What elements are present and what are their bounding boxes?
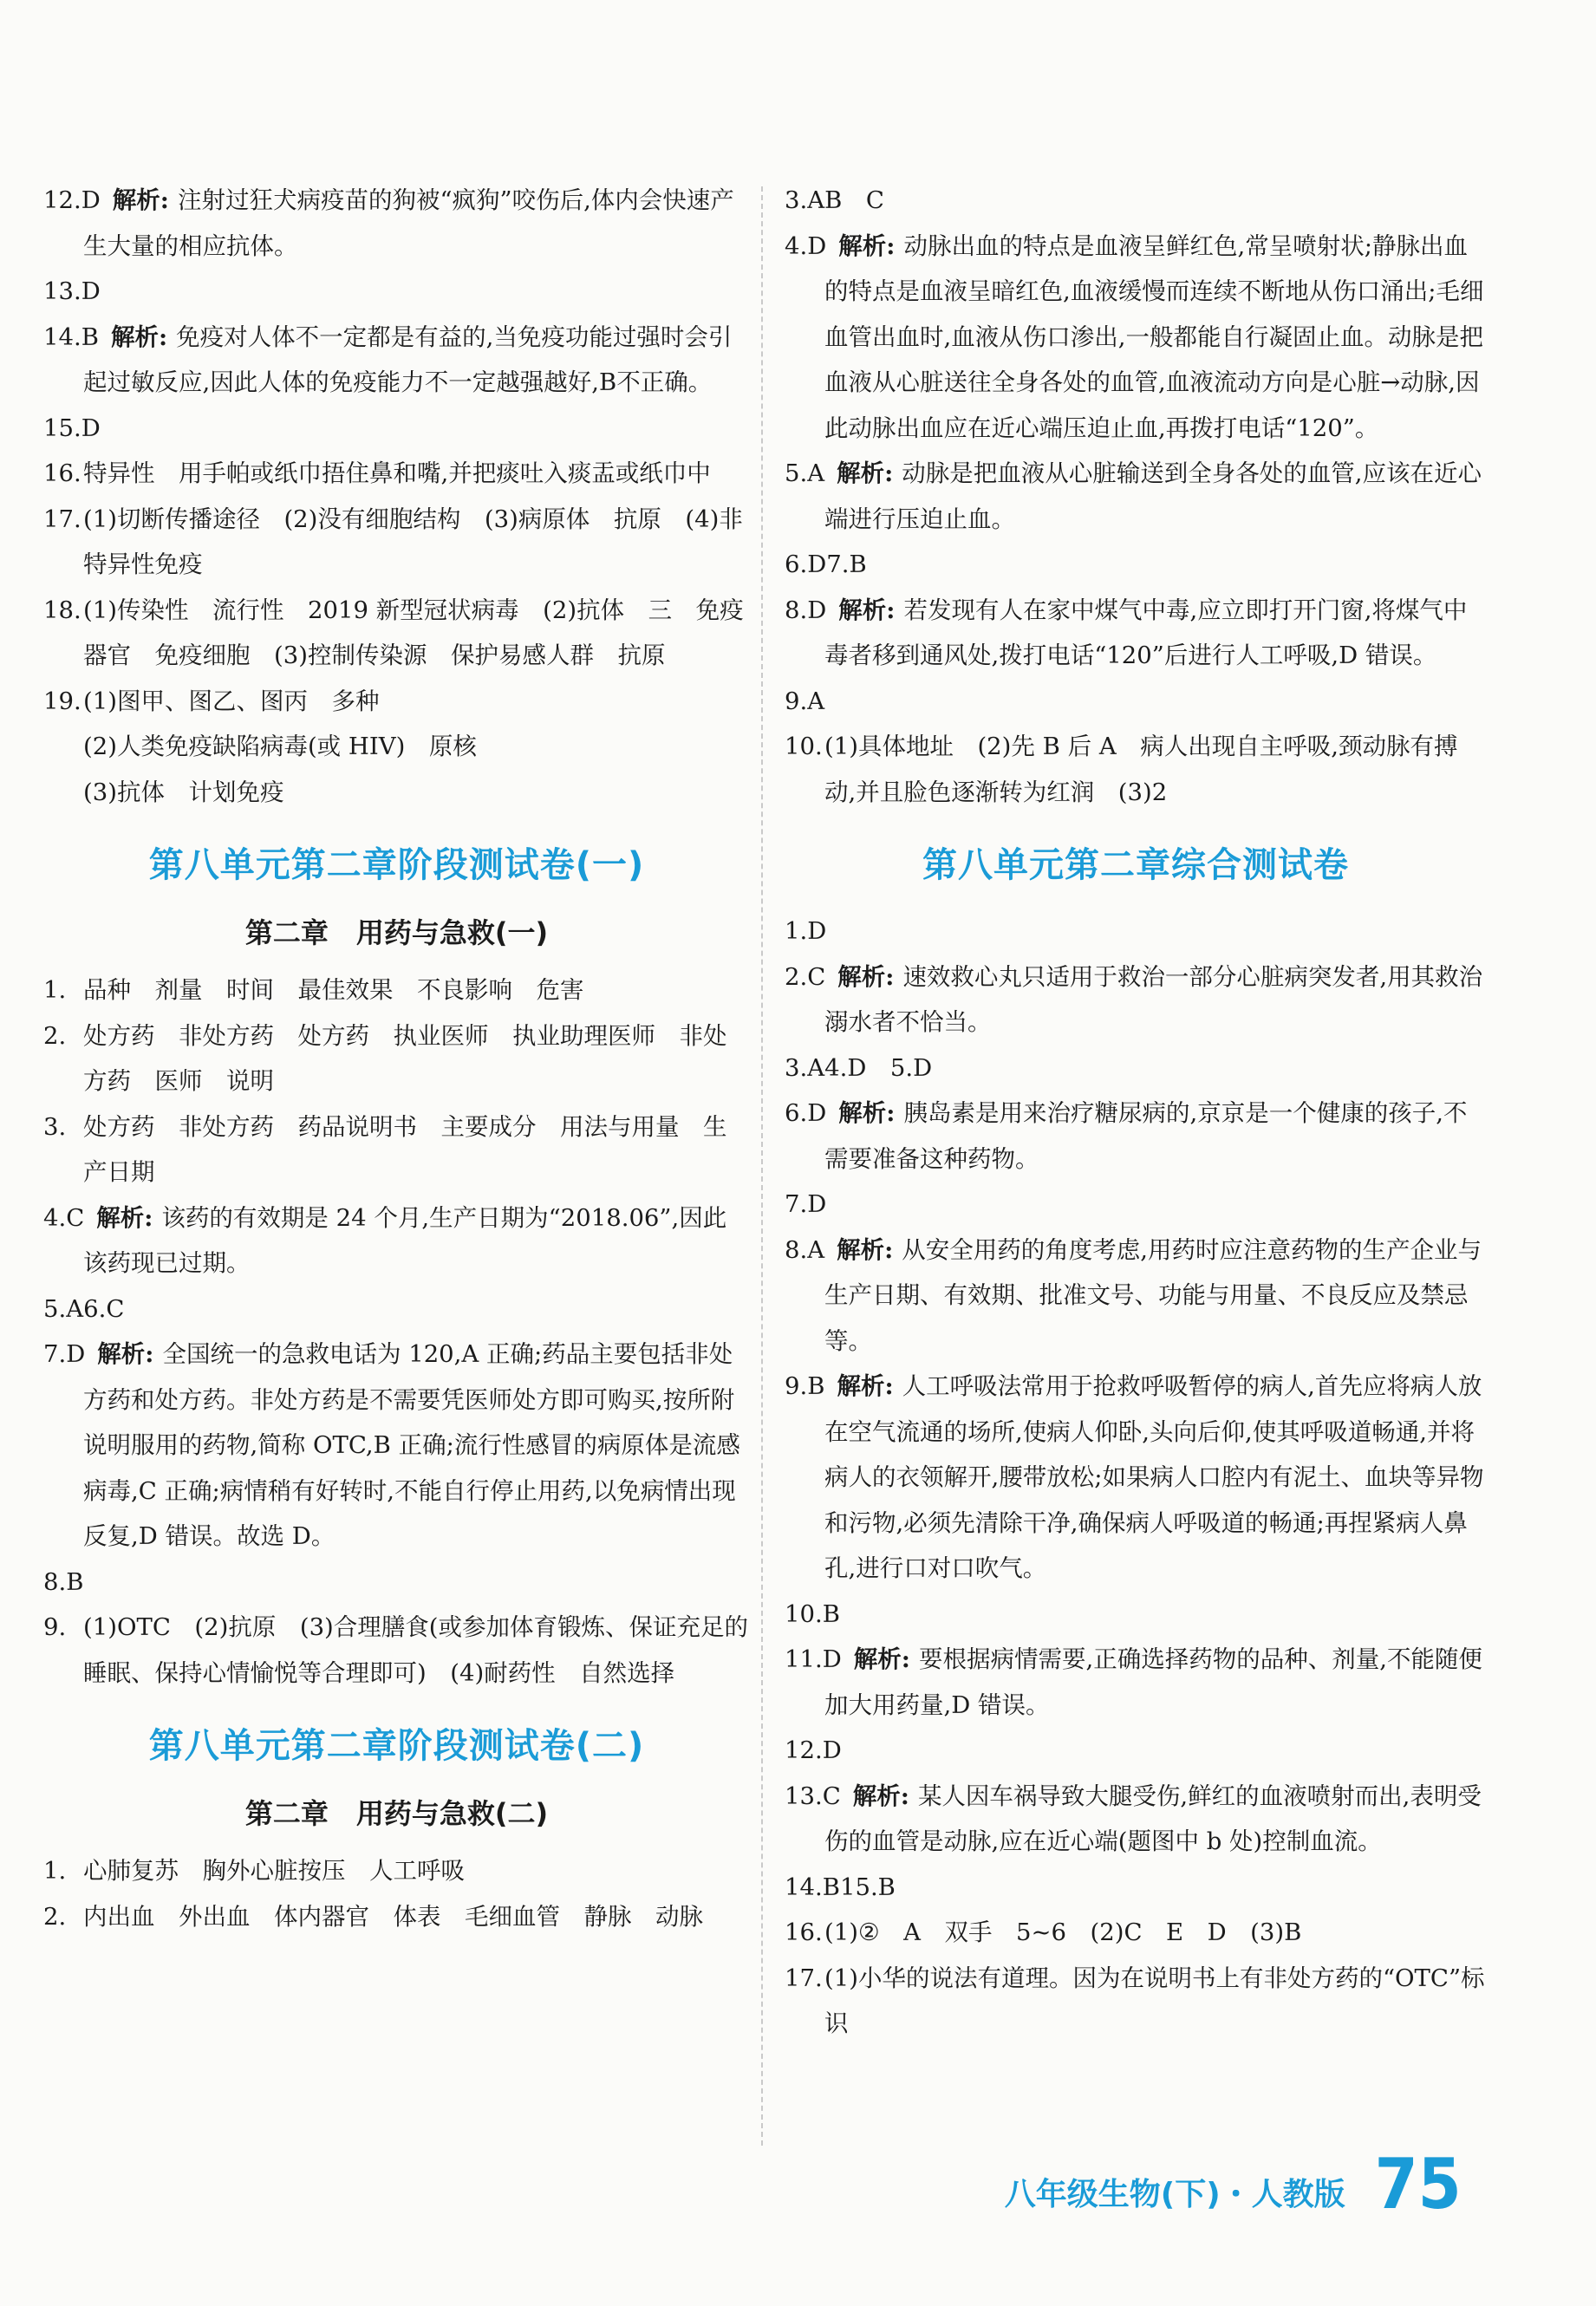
answer-text: 注射过狂犬病疫苗的狗被“疯狗”咬伤后,体内会快速产生大量的相应抗体。	[83, 186, 734, 260]
answer-text: B C	[824, 186, 884, 214]
answer-item	[43, 406, 750, 452]
analysis-label: 解析:	[837, 459, 894, 487]
chapter-title: 第二章 用药与急救(一)	[244, 916, 549, 949]
answer-text: 人工呼吸法常用于抢救呼吸暂停的病人,首先应将病人放在空气流通的场所,使病人仰卧,头向后仰,使其呼吸道畅通,并将病人的衣领解开,腰带放松;如果病人口腔内有泥土、血块等异物和污物,必须先清除干净,确保病人呼吸道的畅通;再捏紧病人鼻孔,进行口对口吹气。	[824, 1372, 1484, 1582]
answer-text: 动脉出血的特点是血液呈鲜红色,常呈喷射状;静脉出血的特点是血液呈暗红色,血液缓慢而连续不断地从伤口涌出;毛细血管出血时,血液从伤口渗出,一般都能自行凝固止血。动脉是把血液从心脏送往全身各处的血管,血液流动方向是心脏→动脉,因此动脉出血应在近心端压迫止血,再拨打电话“120”。	[824, 231, 1484, 442]
answer-number: 6.D	[785, 1099, 827, 1127]
section-title: 第八单元第二章阶段测试卷(二)	[148, 1726, 645, 1766]
answer-number: 1.D	[785, 917, 827, 945]
page-footer	[1004, 2144, 1466, 2225]
answer-text: (1)传染性 流行性 2019 新型冠状病毒 (2)抗体 三 免疫器官 免疫细胞 (3)控制传染源 保护易感人群 抗原	[83, 596, 744, 669]
answer-number: 5.A	[785, 459, 825, 487]
answer-number: 4.C	[43, 1203, 85, 1232]
answer-text: 7.B	[826, 550, 867, 578]
answer-number: 14.B	[43, 322, 99, 351]
answer-item	[785, 1637, 1487, 1728]
answer-text: 速效救心丸只适用于救治一部分心脏病突发者,用其救治溺水者不恰当。	[824, 962, 1483, 1036]
analysis-label: 解析:	[837, 1372, 894, 1400]
answer-item	[785, 1774, 1487, 1865]
answer-item	[43, 679, 750, 725]
answer-number: 2.	[43, 1902, 67, 1931]
answer-text: 要根据病情需要,正确选择药物的品种、剂量,不能随便加大用药量,D 错误。	[824, 1645, 1482, 1719]
answer-item	[43, 1560, 750, 1606]
analysis-label: 解析:	[112, 186, 169, 214]
answer-item	[43, 1195, 750, 1287]
analysis-label: 解析:	[852, 1782, 909, 1810]
answer-text: (2)人类免疫缺陷病毒(或 HIV) 原核	[83, 733, 477, 760]
answer-item	[785, 724, 1487, 815]
answer-number: 5.A	[43, 1294, 84, 1323]
answer-number: 1.	[43, 1857, 67, 1885]
answer-item	[43, 1287, 750, 1332]
answer-text: (1)OTC (2)抗原 (3)合理膳食(或参加体育锻炼、保证充足的睡眠、保持心情愉悦等合理即可) (4)耐药性 自然选择	[83, 1613, 749, 1687]
answer-item	[785, 1728, 1487, 1774]
answer-text: 某人因车祸导致大腿受伤,鲜红的血液喷射而出,表明受伤的血管是动脉,应在近心端(题图中 b 处)控制血流。	[824, 1782, 1482, 1855]
answer-number: 16.	[43, 459, 81, 487]
answer-text: 处方药 非处方药 处方药 执业医师 执业助理医师 非处方药 医师 说明	[83, 1021, 727, 1095]
answer-item	[785, 1865, 1487, 1911]
answer-item	[785, 1091, 1487, 1182]
answer-item	[43, 451, 750, 497]
answer-number: 12.D	[43, 186, 101, 214]
answer-number: 13.D	[43, 277, 101, 305]
answer-item	[785, 1956, 1487, 2047]
answer-number: 7.D	[43, 1340, 86, 1368]
answer-number: 19.	[43, 687, 81, 715]
answer-item	[43, 1894, 750, 1940]
answer-text: 心肺复苏 胸外心脏按压 人工呼吸	[83, 1857, 465, 1885]
answer-number: 14.B	[785, 1873, 840, 1901]
answer-number: 16.	[785, 1918, 823, 1946]
answer-text: 内出血 外出血 体内器官 体表 毛细血管 静脉 动脉	[83, 1902, 703, 1931]
answer-item	[785, 1228, 1487, 1365]
answer-item	[785, 1046, 1487, 1091]
answer-number: 2.C	[785, 962, 826, 991]
answer-number: 15.D	[43, 414, 101, 442]
answer-text: 若发现有人在家中煤气中毒,应立即打开门窗,将煤气中毒者移到通风处,拨打电话“120”后进行人工呼吸,D 错误。	[824, 596, 1468, 669]
right-column	[785, 178, 1487, 2047]
answer-number: 6.D	[785, 550, 827, 578]
analysis-label: 解析:	[837, 1235, 894, 1264]
analysis-label: 解析:	[97, 1340, 154, 1368]
column-divider	[761, 186, 763, 2146]
answer-text: (1)切断传播途径 (2)没有细胞结构 (3)病原体 抗原 (4)非特异性免疫	[83, 505, 743, 578]
answer-text: 从安全用药的角度考虑,用药时应注意药物的生产企业与生产日期、有效期、批准文号、功能与用量、不良反应及禁忌等。	[824, 1235, 1482, 1355]
answer-item	[43, 588, 750, 679]
answer-number: 7.D	[785, 1190, 827, 1218]
answer-number: 1.	[43, 976, 67, 1004]
answer-text: 该药的有效期是 24 个月,生产日期为“2018.06”,因此该药现已过期。	[83, 1203, 727, 1277]
answer-item	[43, 1104, 750, 1195]
analysis-label: 解析:	[838, 596, 896, 624]
left-column	[43, 178, 750, 1939]
answer-text: 处方药 非处方药 药品说明书 主要成分 用法与用量 生产日期	[83, 1112, 727, 1186]
answer-number: 13.C	[785, 1782, 841, 1810]
answer-text: 4.D 5.D	[824, 1053, 933, 1082]
answer-number: 11.D	[785, 1645, 842, 1673]
answer-item	[43, 1013, 750, 1104]
answer-text: (1)具体地址 (2)先 B 后 A 病人出现自主呼吸,颈动脉有搏动,并且脸色逐渐转为红润 (3)2	[824, 733, 1458, 806]
answer-number: 8.A	[785, 1235, 825, 1264]
answer-text: (1)② A 双手 5~6 (2)C E D (3)B	[824, 1918, 1302, 1946]
answer-text: 特异性 用手帕或纸巾捂住鼻和嘴,并把痰吐入痰盂或纸巾中	[83, 459, 711, 487]
answer-item	[785, 909, 1487, 954]
answer-item	[785, 1182, 1487, 1228]
answer-number: 3.	[43, 1112, 67, 1141]
answer-item	[785, 679, 1487, 725]
answer-item	[785, 178, 1487, 224]
answer-item	[43, 315, 750, 406]
answer-item	[785, 1910, 1487, 1956]
answer-item	[785, 588, 1487, 679]
answer-text: (3)抗体 计划免疫	[83, 778, 284, 806]
answer-number: 12.D	[785, 1736, 842, 1764]
answer-text: 动脉是把血液从心脏输送到全身各处的血管,应该在近心端进行压迫止血。	[824, 459, 1482, 533]
answer-number: 3.A	[785, 186, 825, 214]
answer-item	[43, 497, 750, 588]
answer-text: 免疫对人体不一定都是有益的,当免疫功能过强时会引起过敏反应,因此人体的免疫能力不一定越强越好,B不正确。	[83, 322, 733, 396]
analysis-label: 解析:	[838, 1099, 896, 1127]
answer-number: 10.	[785, 733, 823, 760]
section-title: 第八单元第二章综合测试卷	[922, 845, 1349, 885]
answer-number: 10.B	[785, 1599, 840, 1628]
answer-text: 品种 剂量 时间 最佳效果 不良影响 危害	[83, 976, 584, 1004]
answer-number: 9.A	[785, 687, 825, 715]
answer-item	[43, 1332, 750, 1560]
answer-number: 18.	[43, 596, 81, 624]
answer-text: (1)小华的说法有道理。因为在说明书上有非处方药的“OTC”标识	[824, 1964, 1485, 2037]
answer-text: (1)图甲、图乙、图丙 多种	[83, 687, 380, 715]
answer-number: 3.A	[785, 1053, 825, 1082]
analysis-label: 解析:	[96, 1203, 153, 1232]
answer-number: 8.D	[785, 596, 827, 624]
answer-item	[43, 770, 750, 816]
answer-item	[43, 269, 750, 315]
answer-text: 全国统一的急救电话为 120,A 正确;药品主要包括非处方药和处方药。非处方药是不需要凭医师处方即可购买,按所附说明服用的药物,简称 OTC,B 正确;流行性感冒的病原体是流感病毒,C 正确;病情稍有好转时,不能自行停止用药,以免病情出现反复,D 错误。故选 D。	[83, 1340, 740, 1550]
book-title: 八年级生物(下)・人教版	[1004, 2177, 1345, 2212]
answer-item	[785, 1592, 1487, 1638]
answer-item	[785, 542, 1487, 588]
answer-number: 17.	[43, 505, 81, 533]
answer-text: 6.C	[83, 1294, 125, 1323]
analysis-label: 解析:	[837, 962, 895, 991]
page-number: 75	[1374, 2144, 1462, 2225]
analysis-label: 解析:	[110, 322, 168, 351]
answer-item	[785, 451, 1487, 542]
answer-text: 胰岛素是用来治疗糖尿病的,京京是一个健康的孩子,不需要准备这种药物。	[824, 1099, 1468, 1173]
answer-number: 9.B	[785, 1372, 825, 1400]
answer-item	[43, 1848, 750, 1894]
answer-number: 4.D	[785, 231, 827, 260]
answer-item	[785, 954, 1487, 1046]
answer-number: 9.	[43, 1613, 67, 1641]
answer-text: 15.B	[839, 1873, 896, 1901]
answer-item	[43, 178, 750, 269]
analysis-label: 解析:	[838, 231, 896, 260]
chapter-title: 第二章 用药与急救(二)	[244, 1797, 549, 1830]
analysis-label: 解析:	[853, 1645, 910, 1673]
answer-number: 8.B	[43, 1567, 84, 1596]
answer-item	[43, 724, 750, 770]
section-title: 第八单元第二章阶段测试卷(一)	[148, 845, 645, 885]
answer-item	[43, 967, 750, 1013]
answer-number: 17.	[785, 1964, 823, 1992]
answer-item	[43, 1605, 750, 1696]
answer-item	[785, 224, 1487, 452]
answer-item	[785, 1364, 1487, 1592]
answer-number: 2.	[43, 1021, 67, 1050]
